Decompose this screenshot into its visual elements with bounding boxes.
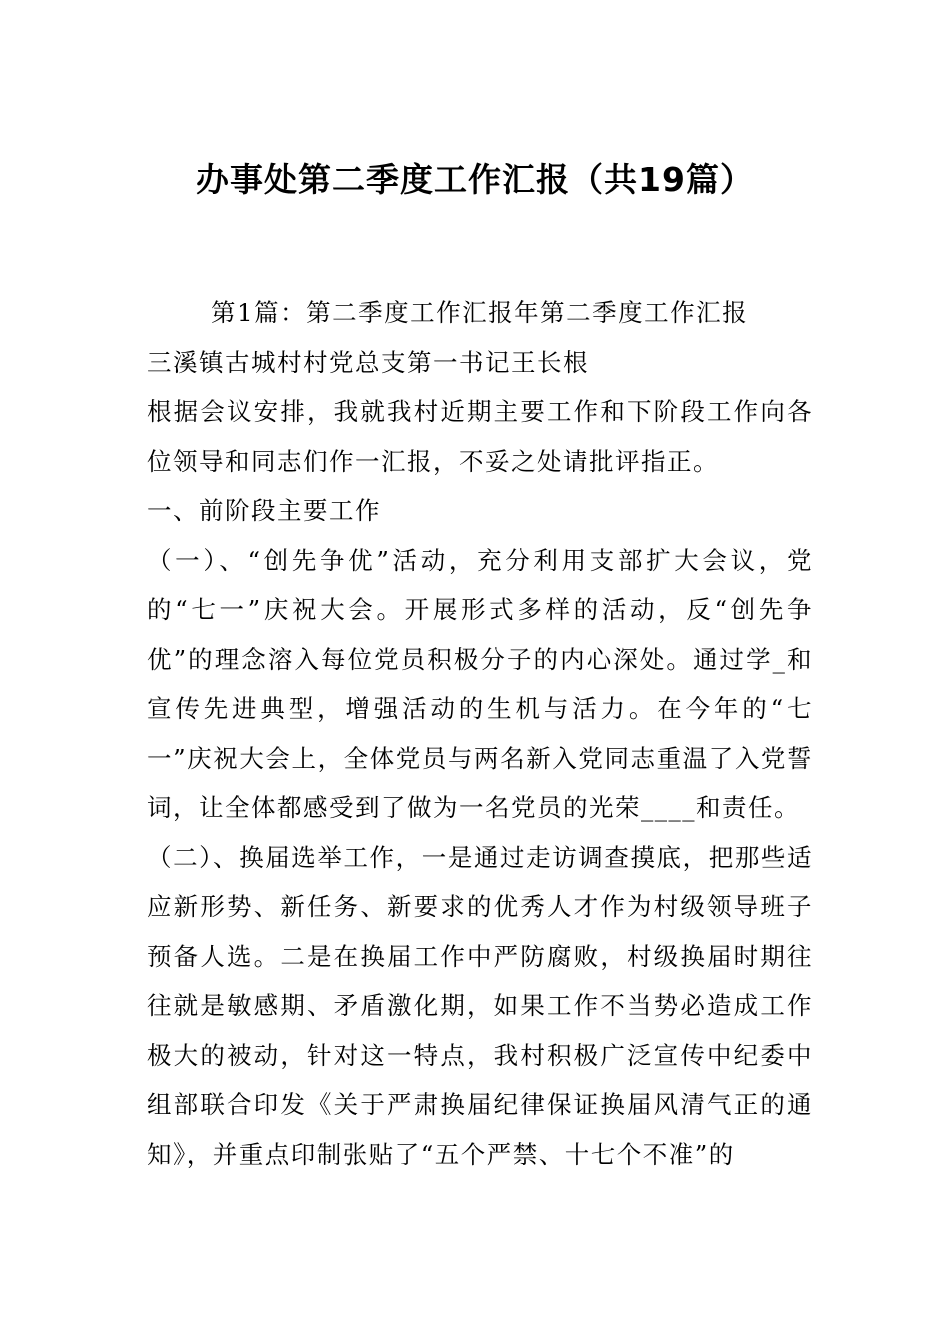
document-body xyxy=(147,288,813,1179)
body-paragraph: （一）、“创先争优”活动，充分利用支部扩大会议，党的“七一”庆祝大会。开展形式多样的活动，反“创先争优”的理念溶入每位党员积极分子的内心深处。通过学_和宣传先进典型，增强活动的生机与活力。在今年的“七一”庆祝大会上，全体党员与两名新入党同志重温了入党誓词，让全体都感受到了做为一名党员的光荣____和责任。 xyxy=(147,545,813,822)
section-heading: 第1篇：第二季度工作汇报年第二季度工作汇报 xyxy=(211,298,749,327)
part-heading: 一、前阶段主要工作 xyxy=(147,496,381,525)
author-line: 三溪镇古城村村党总支第一书记王长根 xyxy=(147,347,589,377)
intro-paragraph: 根据会议安排，我就我村近期主要工作和下阶段工作向各位领导和同志们作一汇报，不妥之处请批评指正。 xyxy=(147,397,813,476)
body-paragraph: （二）、换届选举工作，一是通过走访调查摸底，把那些适应新形势、新任务、新要求的优秀人才作为村级领导班子预备人选。二是在换届工作中严防腐败，村级换届时期往往就是敏感期、矛盾激化期，如果工作不当势必造成工作极大的被动，针对这一特点，我村积极广泛宣传中纪委中组部联合印发《关于严肃换届纪律保证换届风清气正的通知》，并重点印制张贴了“五个严禁、十七个不准”的 xyxy=(147,842,813,1169)
document-title: 办事处第二季度工作汇报（共19篇） xyxy=(196,160,754,199)
